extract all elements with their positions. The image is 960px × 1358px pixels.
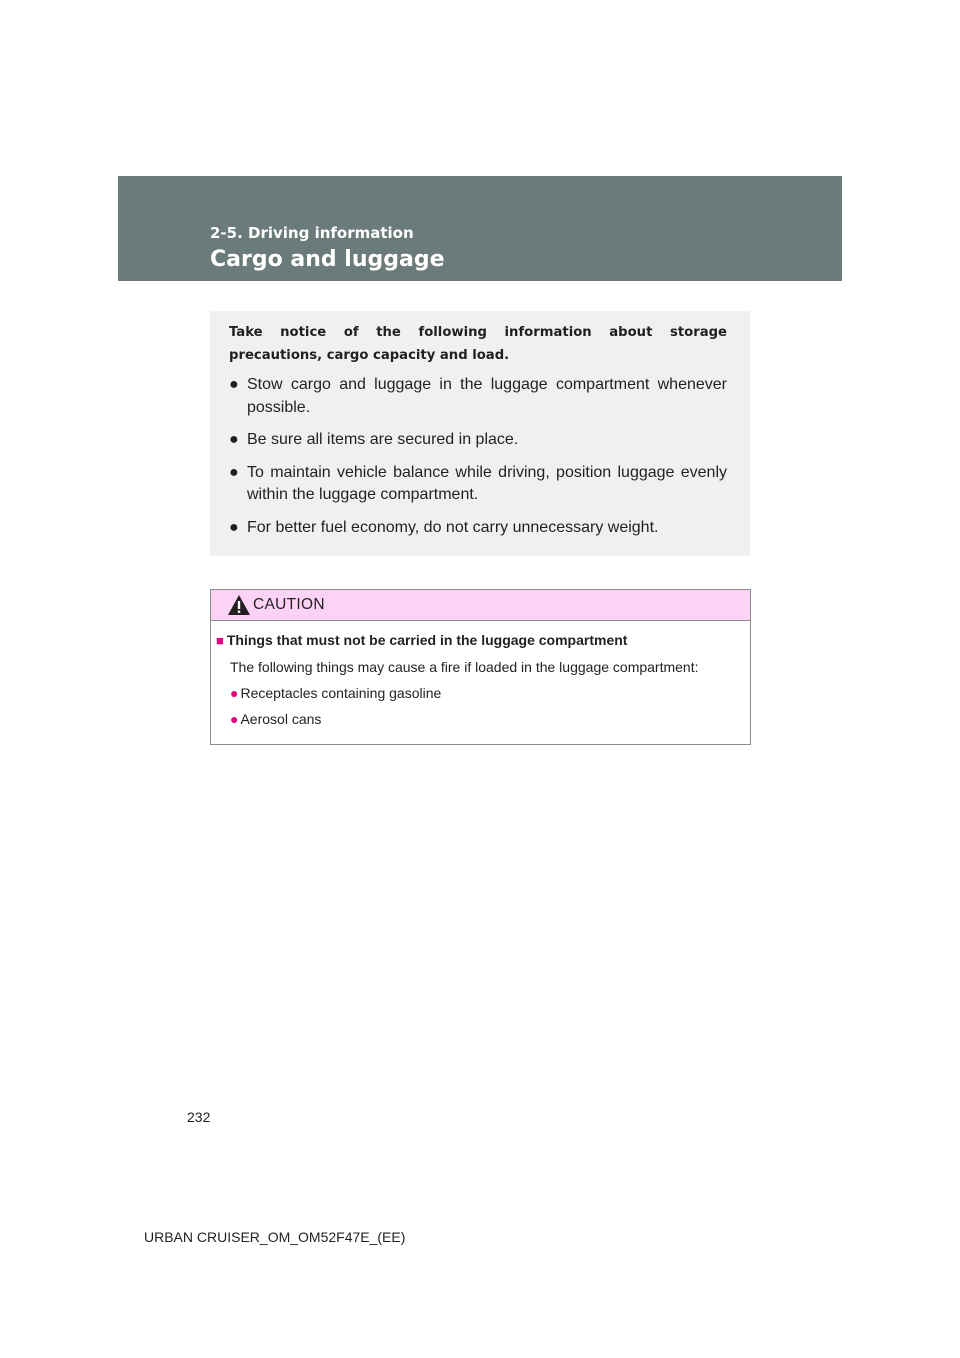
caution-item-text: Receptacles containing gasoline [240,685,442,701]
intro-text: Take notice of the following information about storage precautions, cargo capacity and load. [229,325,727,363]
page-title: Cargo and luggage [210,247,445,272]
intro-bullet-text: For better fuel economy, do not carry unnecessary weight. [247,518,659,536]
dot-bullet-icon: ● [230,685,239,701]
intro-bullet-item [229,429,727,452]
bullet-dot-icon: ● [229,463,239,481]
caution-item [216,683,742,703]
intro-bullet-text: To maintain vehicle balance while driving, position luggage evenly within the luggage compartment. [247,463,727,503]
document-code: URBAN CRUISER_OM_OM52F47E_(EE) [144,1229,406,1245]
intro-bullet-text: Be sure all items are secured in place. [247,431,519,448]
square-bullet-icon: ■ [216,633,224,648]
intro-bullet-text: Stow cargo and luggage in the luggage compartment whenever possible. [247,376,727,416]
caution-item [216,709,742,729]
intro-bullet-list [229,374,727,539]
bullet-dot-icon: ● [229,376,239,393]
section-label: 2-5. Driving information [210,224,414,242]
caution-text: The following things may cause a fire if loaded in the luggage compartment: [230,659,699,675]
caution-item-text: Aerosol cans [240,711,322,727]
intro-bullet-item [229,462,727,507]
dot-bullet-icon: ● [230,711,239,727]
caution-heading [216,630,742,651]
intro-box [210,311,750,556]
caution-label: CAUTION [253,596,325,613]
bullet-dot-icon: ● [229,431,239,448]
caution-box [210,589,751,745]
header-band [118,176,842,281]
intro-bullet-item [229,517,727,540]
caution-heading-text: Things that must not be carried in the luggage compartment [226,632,628,648]
bullet-dot-icon: ● [229,518,239,536]
caution-header [211,590,750,621]
intro-bullet-item [229,374,727,419]
page-number: 232 [187,1109,211,1125]
caution-body [211,621,750,729]
warning-triangle-icon [227,594,251,616]
